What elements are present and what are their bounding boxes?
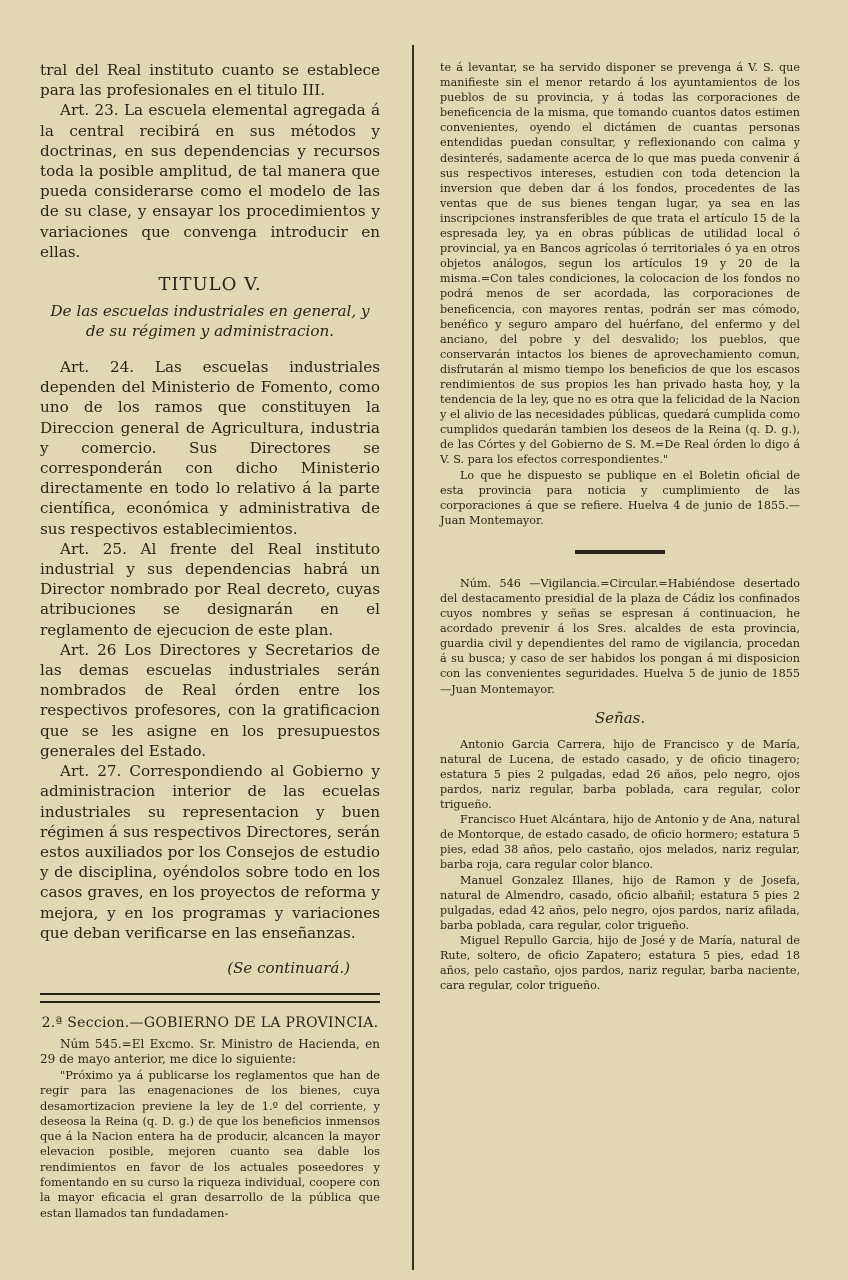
left-column — [40, 60, 380, 1221]
continuara-note: (Se continuará.) — [227, 958, 350, 977]
right-column — [440, 60, 800, 993]
person-description: Manuel Gonzalez Illanes, hijo de Ramon y de Josefa, natural de Almendro, casado, oficio albañil; estatura 5 pies 2 pulgadas, edad 42 años, pelo negro, ojos pardos, nariz afilada, barba poblada, cara regular, color trigueño. — [440, 873, 800, 932]
person-description: Miguel Repullo Garcia, hijo de José y de María, natural de Rute, soltero, de oficio Zapatero; estatura 5 pies, edad 18 años, pelo castaño, ojos pardos, nariz regular, barba naciente, cara regular, color trigueño. — [440, 933, 800, 993]
person-description: Antonio Garcia Carrera, hijo de Francisco y de María, natural de Lucena, de estado casado, y de oficio tinagero; estatura 5 pies 2 pulgadas, edad 26 años, pelo negro, ojos pardos, nariz regular, barba poblada, cara regular, color trigueño. — [440, 737, 800, 812]
section-rule — [40, 993, 380, 1003]
article-26: Art. 26 Los Directores y Secretarios de las demas escuelas industriales serán nombrados de Real órden entre los respectivos profesores, con la gratificacion que se les asigne en los presupuestos generales del Estado. — [40, 640, 380, 760]
paragraph: tral del Real instituto cuanto se establece para las profesionales en el titulo III. — [40, 61, 380, 100]
title-subtitle: De las escuelas industriales en general, y de su régimen y administracion. — [50, 302, 370, 341]
article-27: Art. 27. Correspondiendo al Gobierno y administracion interior de las ecuelas industriales su representacion y buen régimen á sus respectivos Directores, serán estos auxiliados por los Consejos de estudio y de disciplina, oyéndolos sobre todo en los casos graves, en los proyectos de reforma y mejora, y en los programas y variaciones que deban verificarse en las enseñanzas. — [40, 762, 380, 942]
numero-545: Núm 545.=El Excmo. Sr. Ministro de Hacienda, en 29 de mayo anterior, me dice lo siguiente: — [40, 1036, 380, 1067]
person-description: Francisco Huet Alcántara, hijo de Antonio y de Ana, natural de Montorque, de estado casado, de oficio hormero; estatura 5 pies, edad 38 años, pelo castaño, ojos melados, nariz regular, barba roja, cara regular color blanco. — [440, 813, 800, 872]
numero-546: Núm. 546 —Vigilancia.=Circular.=Habiéndose desertado del destacamento presidial de la plaza de Cádiz los confinados cuyos nombres y señas se espresan á continuacion, he acordado prevenir á los Sres. alcaldes de esta provincia, guardia civil y dependientes del ramo de vigilancia, procedan á su busca; y caso de ser habidos los pongan á mi disposicion con las convenientes seguridades. Huelva 5 de junio de 1855 —Juan Montemayor. — [440, 576, 800, 696]
senas-heading: Señas. — [594, 708, 646, 727]
article-24: Art. 24. Las escuelas industriales dependen del Ministerio de Fomento, como uno de los ramos que constituyen la Direccion general de Agricultura, industria y comercio. Sus Directores se corresponderán con dicho Ministerio directamente en todo lo relativo á la parte científica, económica y administrativa de sus respectivos establecimientos. — [40, 358, 380, 538]
article-23: Art. 23. La escuela elemental agregada á la central recibirá en sus métodos y doctrinas, en sus dependencias y recursos toda la posible amplitud, de tal manera que pueda considerarse como el modelo de las de su clase, y ensayar los procedimientos y variaciones que convenga introducir en ellas. — [40, 101, 380, 261]
column-divider — [412, 45, 414, 1270]
title-heading: TITULO V. — [158, 274, 262, 296]
section-heading: 2.ª Seccion.—GOBIERNO DE LA PROVINCIA. — [41, 1014, 379, 1031]
quote-paragraph: "Próximo ya á publicarse los reglamentos que han de regir para las enagenaciones de los bienes, cuya desamortizacion previene la ley de 1.º del corriente, y deseosa la Reina (q. D. g.) de que los beneficios inmensos que á la Nacion entera ha de producir, alcancen la mayor elevacion posible, mejoren cuanto sea dable los rendimientos en favor de los actuales poseedores y fomentando en su curso la riqueza individual, coopere con la mayor eficacia el gran desarrollo de la pública que estan llamados tan fundadamen- — [40, 1067, 380, 1220]
publication-note: Lo que he dispuesto se publique en el Boletin oficial de esta provincia para noticia y cumplimiento de las corporaciones á que se refiere. Huelva 4 de junio de 1855.—Juan Montemayor. — [440, 468, 800, 527]
article-25: Art. 25. Al frente del Real instituto industrial y sus dependencias habrá un Director nombrado por Real decreto, cuyas atribuciones se designarán en el reglamento de ejecucion de este plan. — [40, 539, 380, 639]
short-rule — [575, 550, 665, 554]
quote-continuation: te á levantar, se ha servido disponer se prevenga á V. S. que manifieste sin el menor retardo á los ayuntamientos de los pueblos de su provincia, y á todas las corporaciones de beneficencia de la misma, que tomando cuantos datos estimen convenientes, oyendo el dictámen de cuantas personas entendidas puedan consultar, y reflexionando con calma y desinterés, sadamente acerca de lo que mas pueda convenir á sus respectivos intereses, estudien con toda detencion la inversion que deben dar á los fondos, procedentes de las ventas que de sus bienes tengan lugar, ya sea en las inscripciones instransferibles de que trata el artículo 15 de la espresada ley, ya en obras públicas de utilidad local ó provincial, ya en Bancos agrícolas ó territoriales ó ya en otros objetos análogos, segun los artículos 19 y 20 de la misma.=Con tales condiciones, la colocacion de los fondos no podrá menos de ser acordada, las corporaciones de beneficencia, con mayores rentas, podrán ser mas cómodo, benéfico y seguro amparo del huérfano, del enfermo y del anciano, del pobre y del desvalido; los pueblos, que conservarán intactos los bienes de aprovechamiento comun, disfrutarán al mismo tiempo los beneficios de que los escasos rendimientos de sus propios les han privado hasta hoy, y la tendencia de la ley, que no es otra que la felicidad de la Nacion y el alivio de las necesidades públicas, quedará cumplida como cumplidos quedarán tambien los deseos de la Reina (q. D. g.), de las Córtes y del Gobierno de S. M.=De Real órden lo digo á V. S. para los efectos correspondientes." — [440, 61, 800, 467]
